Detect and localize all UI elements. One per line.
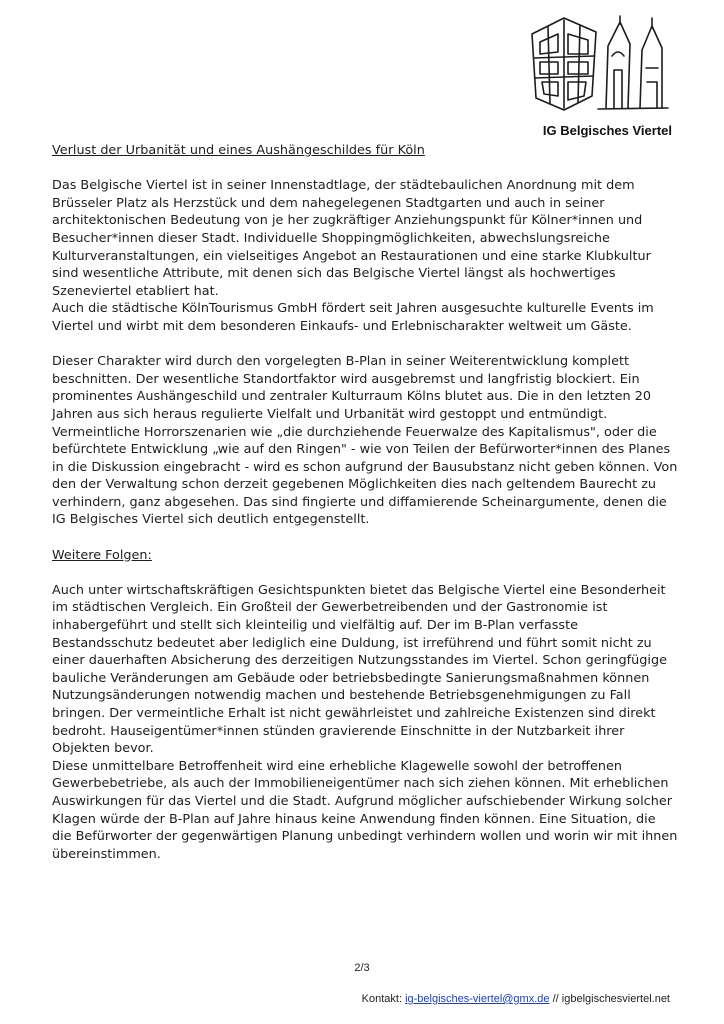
organization-name: IG Belgisches Viertel [542, 123, 672, 138]
document-title: Verlust der Urbanität und eines Aushängeschildes für Köln [52, 143, 425, 158]
contact-label: Kontakt: [361, 993, 402, 1005]
section-heading: Weitere Folgen: [52, 547, 152, 563]
paragraph-economy: Auch unter wirtschaftskräftigen Gesichtspunkten bietet das Belgische Viertel eine Besonderheit im städtischen Vergleich. Ein Großteil der Gewerbetreibenden und der Gastronomie ist inhabergeführt und stellt sich kleinteilig und vielfältig auf. Der im B-Plan verfasste Bestandsschutz bedeutet aber lediglich eine Duldung, ist irreführend und führt somit nicht zu einer dauerhaften Absicherung des derzeitigen Nutzungsstandes im Viertel. Schon geringfügige bauliche Veränderungen am Gebäude oder betriebsbedingte Sanierungsmaßnahmen können Nutzungsänderungen notwendig machen und bestehende Betriebsgenehmigungen zu Fall bringen. Der vermeintliche Erhalt ist nicht gewährleistet und zahlreiche Existenzen sind direkt bedroht. Hauseigentümer*innen stünden gravierende Einschnitte in der Nutzbarkeit ihrer Objekten bevor. [52, 582, 667, 757]
page-number: 2/3 [354, 962, 370, 974]
paragraph-character: Dieser Charakter wird durch den vorgelegten B-Plan in seiner Weiterentwicklung komplett beschnitten. Der wesentliche Standortfaktor wird ausgebremst und langfristig blockiert. Ein prominentes Aushängeschild und zentraler Kulturraum Kölns blutet aus. Die in den letzten 20 Jahren aus sich heraus regulierte Vielfalt und Urbanität wird gestoppt und entmündigt. Vermeintliche Horrorszenarien wie „die durchziehende Feuerwalze des Kapitalismus", oder die befürchtete Entwicklung „wie auf den Ringen" - wie von Teilen der Befürworter*innen des Planes in die Diskussion eingebracht - wird es schon aufgrund der Bausubstanz nicht geben können. Von den der Verwaltung schon derzeit gegebenen Möglichkeiten dies nach geltendem Baurecht zu verhindern, ganz abgesehen. Das sind fingierte und diffamierende Scheinargumente, denen die IG Belgisches Viertel sich deutlich entgegenstellt. [52, 354, 678, 528]
website-text: igbelgischesviertel.net [561, 993, 670, 1005]
paragraph-lawsuits: Diese unmittelbare Betroffenheit wird eine erhebliche Klagewelle sowohl der betroffenen Gewerbebetriebe, als auch der Immobilieneigentümer nach sich ziehen können. Mit erheblichen Auswirkungen für das Viertel und die Stadt. Aufgrund möglicher aufschiebender Wirkung solcher Klagen würde der B-Plan auf Jahre hinaus keine Anwendung finden können. Eine Situation, die die Befürworter der gegenwärtigen Planung unbedingt verhindern wollen und worin wir mit ihnen übereinstimmen. [52, 758, 678, 862]
footer-contact [362, 993, 670, 1005]
paragraph-spacer [52, 336, 678, 354]
email-link[interactable]: ig-belgisches-viertel@gmx.de [405, 993, 550, 1005]
belgian-quarter-buildings-logo-icon [528, 12, 672, 116]
footer-separator: // [552, 993, 559, 1005]
paragraph-tourism: Auch die städtische KölnTourismus GmbH fördert seit Jahren ausgesuchte kulturelle Events im Viertel und wirbt mit dem besonderen Einkaufs- und Erlebnischarakter weltweit um Gäste. [52, 301, 654, 334]
paragraph-spacer [52, 160, 678, 178]
paragraph-spacer [52, 529, 678, 547]
paragraph-spacer [52, 564, 678, 582]
document-body [52, 142, 678, 863]
paragraph-intro: Das Belgische Viertel ist in seiner Innenstadtlage, der städtebaulichen Anordnung mit dem Brüsseler Platz als Herzstück und dem nahegelegenen Stadtgarten und auch in seiner architektonischen Bedeutung von je her zugkräftiger Anziehungspunkt für Kölner*innen und Besucher*innen dieser Stadt. Individuelle Shoppingmöglichkeiten, abwechslungsreiche Kulturveranstaltungen, ein vielseitiges Angebot an Restaurationen und eine starke Klubkultur sind wesentliche Attribute, mit denen sich das Belgische Viertel längst als hochwertiges Szeneviertel etabliert hat. [52, 178, 651, 299]
